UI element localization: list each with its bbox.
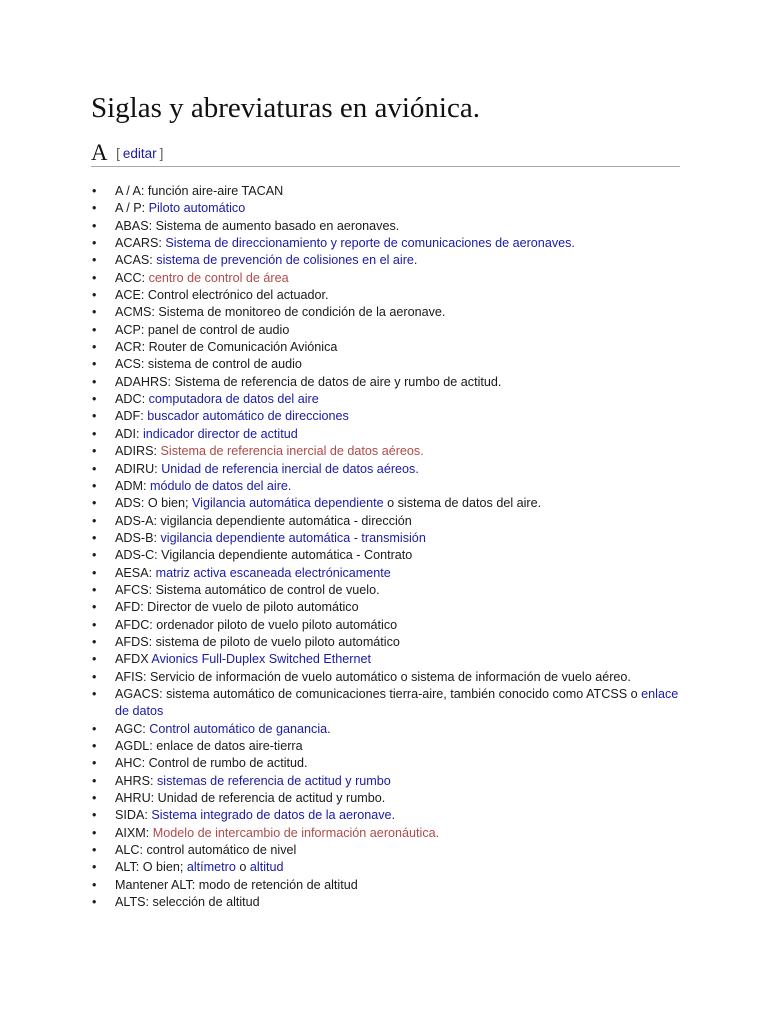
list-item: [92, 651, 692, 668]
entry-text: ADF:: [115, 409, 148, 424]
list-item: [92, 721, 692, 738]
list-item: [92, 356, 692, 373]
list-item: [92, 322, 692, 339]
entry-text: AFDC: ordenador piloto de vuelo piloto automático: [115, 617, 398, 632]
entry-text: AGC:: [115, 721, 150, 736]
list-item: [92, 617, 692, 634]
edit-section: [116, 146, 163, 161]
article-link[interactable]: Piloto automático: [148, 201, 246, 216]
missing-article-link[interactable]: Modelo de intercambio de información aeronáutica.: [152, 825, 440, 840]
edit-bracket-open: [: [116, 146, 120, 161]
list-item: [92, 669, 692, 686]
article-link[interactable]: Control automático de ganancia: [149, 721, 328, 736]
article-link[interactable]: indicador director de actitud: [143, 426, 298, 441]
entry-text: ADS: O bien;: [115, 496, 192, 511]
page-title: Siglas y abreviaturas en aviónica.: [91, 92, 480, 124]
article-link[interactable]: Unidad de referencia inercial de datos aéreos.: [161, 461, 419, 476]
list-item: [92, 270, 692, 287]
entry-text: AFDX: [115, 652, 152, 667]
article-link[interactable]: sistemas de referencia de actitud y rumbo: [157, 773, 391, 788]
list-item: [92, 443, 692, 460]
list-item: [92, 773, 692, 790]
entry-text: ALT: O bien;: [115, 860, 187, 875]
entry-text: o: [235, 860, 250, 875]
list-item: [92, 374, 692, 391]
entry-text: ACS: sistema de control de audio: [115, 357, 302, 372]
entry-text: ADIRS:: [115, 444, 161, 459]
article-link[interactable]: Sistema de direccionamiento y reporte de comunicaciones de aeronaves.: [165, 236, 575, 251]
article-link[interactable]: Sistema integrado de datos de la aeronave: [151, 808, 392, 823]
list-item: [92, 339, 692, 356]
article-link[interactable]: vigilancia dependiente automática - transmisión: [160, 530, 426, 545]
list-item: [92, 461, 692, 478]
missing-article-link[interactable]: centro de control de área: [148, 270, 289, 285]
entry-text: ALTS: selección de altitud: [115, 895, 260, 910]
list-item: [92, 200, 692, 217]
article-link[interactable]: sistema de prevención de colisiones en el aire.: [156, 253, 418, 268]
list-item: [92, 287, 692, 304]
entry-text: Mantener ALT: modo de retención de altitud: [115, 877, 358, 892]
article-link[interactable]: altitud: [249, 860, 284, 875]
list-item: [92, 894, 692, 911]
entry-text: ACARS:: [115, 236, 166, 251]
entry-text: ACAS:: [115, 253, 157, 268]
section-letter: A: [91, 140, 108, 165]
entry-text: SIDA:: [115, 808, 152, 823]
entry-text: .: [327, 721, 331, 736]
list-item: [92, 877, 692, 894]
entry-text: ACC:: [115, 270, 149, 285]
article-link[interactable]: buscador automático de direcciones: [147, 409, 349, 424]
entry-text: A / A: función aire-aire TACAN: [115, 184, 284, 198]
list-item: [92, 218, 692, 235]
entry-text: AIXM:: [115, 825, 153, 840]
entry-text: ACE: Control electrónico del actuador.: [115, 288, 329, 303]
entry-text: ADIRU:: [115, 461, 162, 476]
list-item: [92, 634, 692, 651]
entry-text: ADAHRS: Sistema de referencia de datos de aire y rumbo de actitud.: [115, 374, 502, 389]
entry-text: AGDL: enlace de datos aire-tierra: [115, 739, 303, 753]
entry-text: AESA:: [115, 565, 156, 580]
entry-text: AFIS: Servicio de información de vuelo automático o sistema de información de vuelo aéreo.: [115, 669, 631, 684]
list-item: [92, 513, 692, 530]
entry-text: ACMS: Sistema de monitoreo de condición de la aeronave.: [115, 305, 446, 320]
list-item: [92, 252, 692, 269]
entry-text: ADS-C: Vigilancia dependiente automática - Contrato: [115, 548, 413, 563]
list-item: [92, 807, 692, 824]
entry-text: AFDS: sistema de piloto de vuelo piloto automático: [115, 634, 400, 649]
abbreviation-list: [92, 183, 692, 911]
list-item: [92, 686, 692, 721]
list-item: [92, 565, 692, 582]
entry-text: ADM:: [115, 478, 150, 493]
list-item: [92, 530, 692, 547]
article-link[interactable]: módulo de datos del aire.: [149, 478, 292, 493]
list-item: [92, 755, 692, 772]
list-item: [92, 582, 692, 599]
list-item: [92, 391, 692, 408]
list-item: [92, 738, 692, 755]
entry-text: o sistema de datos del aire.: [383, 496, 542, 511]
edit-link[interactable]: editar: [122, 146, 157, 161]
entry-text: AHRS:: [115, 773, 157, 788]
entry-text: ABAS: Sistema de aumento basado en aeronaves.: [115, 218, 400, 233]
entry-text: AHC: Control de rumbo de actitud.: [115, 756, 308, 771]
list-item: [92, 599, 692, 616]
list-item: [92, 408, 692, 425]
list-item: [92, 790, 692, 807]
entry-text: ACR: Router de Comunicación Aviónica: [115, 340, 338, 355]
article-link[interactable]: Avionics Full-Duplex Switched Ethernet: [151, 652, 371, 667]
list-item: [92, 478, 692, 495]
article-link[interactable]: altímetro: [186, 860, 236, 875]
entry-text: AFCS: Sistema automático de control de vuelo.: [115, 582, 380, 597]
section-heading-a: [91, 140, 680, 167]
missing-article-link[interactable]: Sistema de referencia inercial de datos aéreos.: [160, 444, 424, 459]
article-link[interactable]: enlace de datos: [115, 686, 679, 719]
article-link[interactable]: matriz activa escaneada electrónicamente: [155, 565, 391, 580]
entry-text: .: [391, 808, 396, 823]
entry-text: ADI:: [115, 426, 143, 441]
list-item: [92, 842, 692, 859]
entry-text: ADS-B:: [115, 530, 161, 545]
list-item: [92, 426, 692, 443]
entry-text: ADS-A: vigilancia dependiente automática - dirección: [115, 513, 412, 528]
entry-text: ADC:: [115, 392, 149, 407]
list-item: [92, 304, 692, 321]
entry-text: AFD: Director de vuelo de piloto automático: [115, 600, 359, 615]
list-item: [92, 547, 692, 564]
edit-bracket-close: ]: [159, 146, 164, 161]
list-item: [92, 183, 692, 200]
article-link[interactable]: Vigilancia automática dependiente: [192, 496, 384, 511]
list-item: [92, 859, 692, 876]
article-link[interactable]: computadora de datos del aire: [148, 392, 319, 407]
list-item: [92, 495, 692, 512]
entry-text: ALC: control automático de nivel: [115, 843, 297, 858]
entry-text: AGACS: sistema automático de comunicaciones tierra-aire, también conocido como ATCSS o: [115, 686, 642, 701]
entry-text: ACP: panel de control de audio: [115, 322, 290, 337]
list-item: [92, 825, 692, 842]
list-item: [92, 235, 692, 252]
entry-text: AHRU: Unidad de referencia de actitud y rumbo.: [115, 791, 386, 806]
entry-text: A / P:: [115, 201, 149, 216]
